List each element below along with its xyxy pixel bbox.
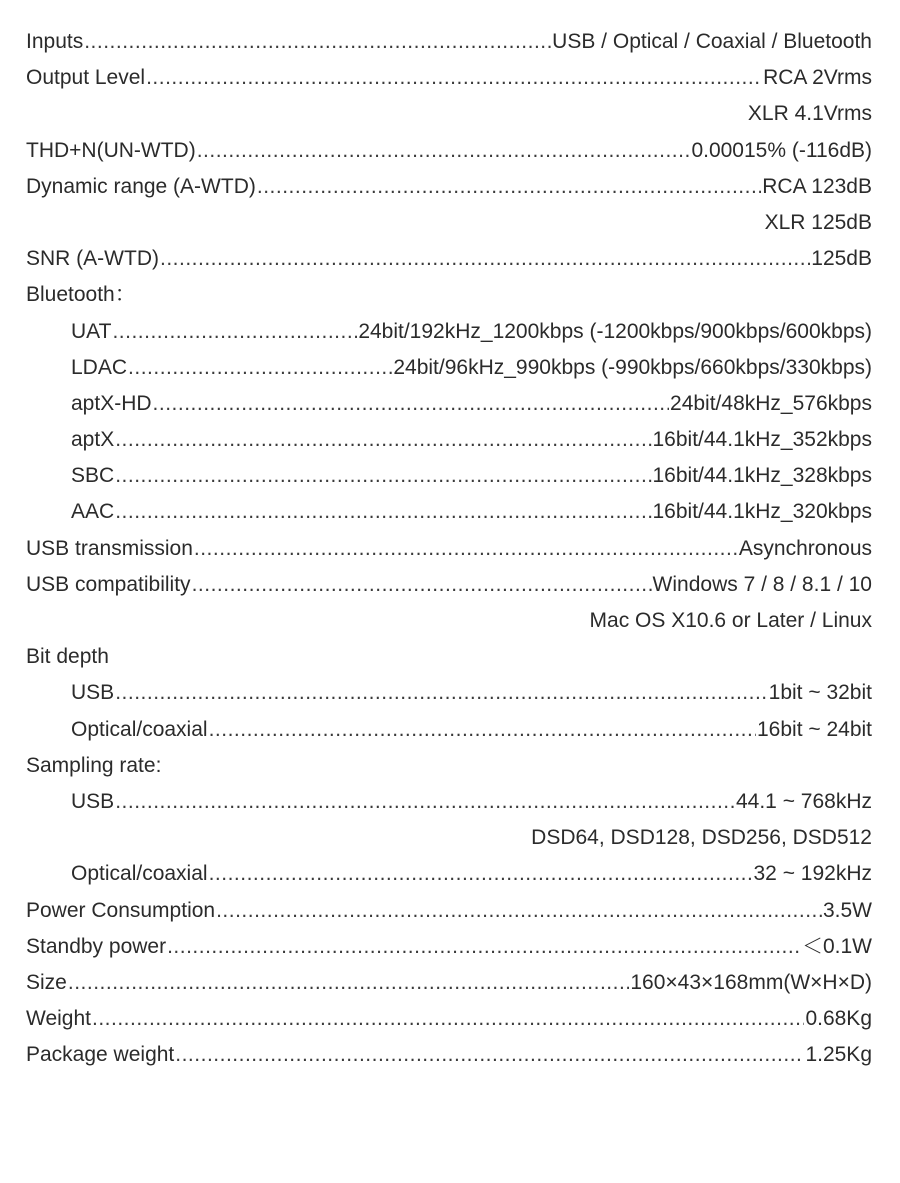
spec-label: Package weight xyxy=(26,1043,175,1067)
spec-label: Size xyxy=(26,970,67,994)
spec-value: 24bit/192kHz_1200kbps (-1200kbps/900kbps/600kbps) xyxy=(358,319,872,343)
dot-leader xyxy=(115,458,651,494)
spec-label: LDAC xyxy=(71,355,128,379)
dot-leader xyxy=(175,1037,804,1073)
spec-label: UAT xyxy=(71,319,112,343)
spec-row-usb-transmission xyxy=(26,531,872,567)
dot-leader xyxy=(216,893,822,929)
spec-value: 16bit/44.1kHz_328kbps xyxy=(652,464,872,488)
spec-value: ＜0.1W xyxy=(801,934,872,958)
spec-row-size xyxy=(26,965,872,1001)
spec-value: XLR 125dB xyxy=(764,210,872,234)
spec-label: aptX xyxy=(71,428,115,452)
dot-leader xyxy=(115,784,735,820)
spec-row-power-consumption xyxy=(26,893,872,929)
spec-value: USB / Optical / Coaxial / Bluetooth xyxy=(552,30,872,53)
spec-row-bit-depth-optical xyxy=(26,712,872,748)
spec-row-inputs xyxy=(26,24,872,60)
spec-value: 44.1 ~ 768kHz xyxy=(735,789,872,813)
spec-row-usb-compatibility xyxy=(26,567,872,603)
spec-value: 1.25Kg xyxy=(805,1043,872,1067)
spec-value: RCA 2Vrms xyxy=(763,66,872,90)
spec-row-snr xyxy=(26,241,872,277)
section-heading: Bit depth xyxy=(26,645,109,669)
spec-label: Weight xyxy=(26,1007,91,1031)
spec-value: 125dB xyxy=(811,247,872,271)
dot-leader xyxy=(167,929,801,965)
spec-label: Optical/coaxial xyxy=(71,862,208,886)
spec-row-sampling-usb xyxy=(26,784,872,820)
spec-value: 24bit/48kHz_576kbps xyxy=(670,391,872,415)
spec-section-bluetooth xyxy=(26,277,872,313)
spec-value: 16bit/44.1kHz_320kbps xyxy=(652,500,872,524)
dot-leader xyxy=(209,856,753,892)
spec-label: USB compatibility xyxy=(26,572,191,596)
spec-label: THD+N(UN-WTD) xyxy=(26,138,196,162)
spec-value: Windows 7 / 8 / 8.1 / 10 xyxy=(652,572,872,596)
spec-value: Asynchronous xyxy=(738,536,872,560)
spec-row-dynamic-range xyxy=(26,169,872,205)
spec-value: 32 ~ 192kHz xyxy=(753,862,872,886)
spec-row-dynamic-range-cont xyxy=(26,205,872,241)
dot-leader xyxy=(257,169,761,205)
spec-label: aptX-HD xyxy=(71,391,152,415)
spec-row-sampling-optical xyxy=(26,856,872,892)
section-heading: Bluetooth： xyxy=(26,283,136,307)
spec-label: Output Level xyxy=(26,66,146,90)
spec-value: 3.5W xyxy=(822,898,872,922)
spec-row-bt-aptx-hd xyxy=(26,386,872,422)
dot-leader xyxy=(84,24,551,60)
spec-row-package-weight xyxy=(26,1037,872,1073)
spec-row-bt-uat xyxy=(26,314,872,350)
spec-row-weight xyxy=(26,1001,872,1037)
spec-label: Power Consumption xyxy=(26,898,216,922)
spec-row-sampling-usb-cont xyxy=(26,820,872,856)
spec-label: Dynamic range (A-WTD) xyxy=(26,174,256,198)
spec-label: USB xyxy=(71,681,115,705)
spec-row-output-level xyxy=(26,60,872,96)
spec-value: 1bit ~ 32bit xyxy=(768,681,872,705)
spec-value: XLR 4.1Vrms xyxy=(747,102,872,126)
spec-value: 16bit/44.1kHz_352kbps xyxy=(652,428,872,452)
dot-leader xyxy=(115,494,651,530)
dot-leader xyxy=(153,386,669,422)
spec-row-usb-compatibility-cont xyxy=(26,603,872,639)
dot-leader xyxy=(146,60,762,96)
section-heading: Sampling rate: xyxy=(26,753,162,777)
dot-leader xyxy=(128,350,392,386)
spec-value: 0.00015% (-116dB) xyxy=(691,138,872,162)
dot-leader xyxy=(194,531,738,567)
spec-label: USB xyxy=(71,789,115,813)
spec-row-thd xyxy=(26,133,872,169)
dot-leader xyxy=(160,241,810,277)
spec-value: DSD64, DSD128, DSD256, DSD512 xyxy=(531,826,872,850)
spec-label: Inputs xyxy=(26,30,84,53)
spec-value: Mac OS X10.6 or Later / Linux xyxy=(589,609,872,632)
spec-value: RCA 123dB xyxy=(762,174,872,198)
dot-leader xyxy=(68,965,630,1001)
spec-section-sampling-rate xyxy=(26,748,872,784)
spec-row-bt-sbc xyxy=(26,458,872,494)
spec-row-standby-power xyxy=(26,929,872,965)
spec-row-bt-ldac xyxy=(26,350,872,386)
spec-value: 16bit ~ 24bit xyxy=(756,717,872,741)
spec-value: 160×43×168mm(W×H×D) xyxy=(630,970,872,994)
spec-value: 0.68Kg xyxy=(805,1007,872,1031)
spec-label: AAC xyxy=(71,500,115,524)
spec-label: USB transmission xyxy=(26,536,193,560)
dot-leader xyxy=(192,567,652,603)
spec-value: 24bit/96kHz_990kbps (-990kbps/660kbps/330kbps) xyxy=(393,355,872,379)
spec-label: Standby power xyxy=(26,934,167,958)
spec-label: Optical/coaxial xyxy=(71,717,208,741)
spec-row-output-level-cont xyxy=(26,96,872,132)
dot-leader xyxy=(209,712,756,748)
dot-leader xyxy=(197,133,691,169)
dot-leader xyxy=(92,1001,804,1037)
spec-section-bit-depth xyxy=(26,639,872,675)
spec-row-bit-depth-usb xyxy=(26,675,872,711)
dot-leader xyxy=(115,422,651,458)
dot-leader xyxy=(115,675,767,711)
dot-leader xyxy=(112,314,357,350)
spec-row-bt-aac xyxy=(26,494,872,530)
spec-label: SBC xyxy=(71,464,115,488)
spec-label: SNR (A-WTD) xyxy=(26,247,159,271)
spec-row-bt-aptx xyxy=(26,422,872,458)
